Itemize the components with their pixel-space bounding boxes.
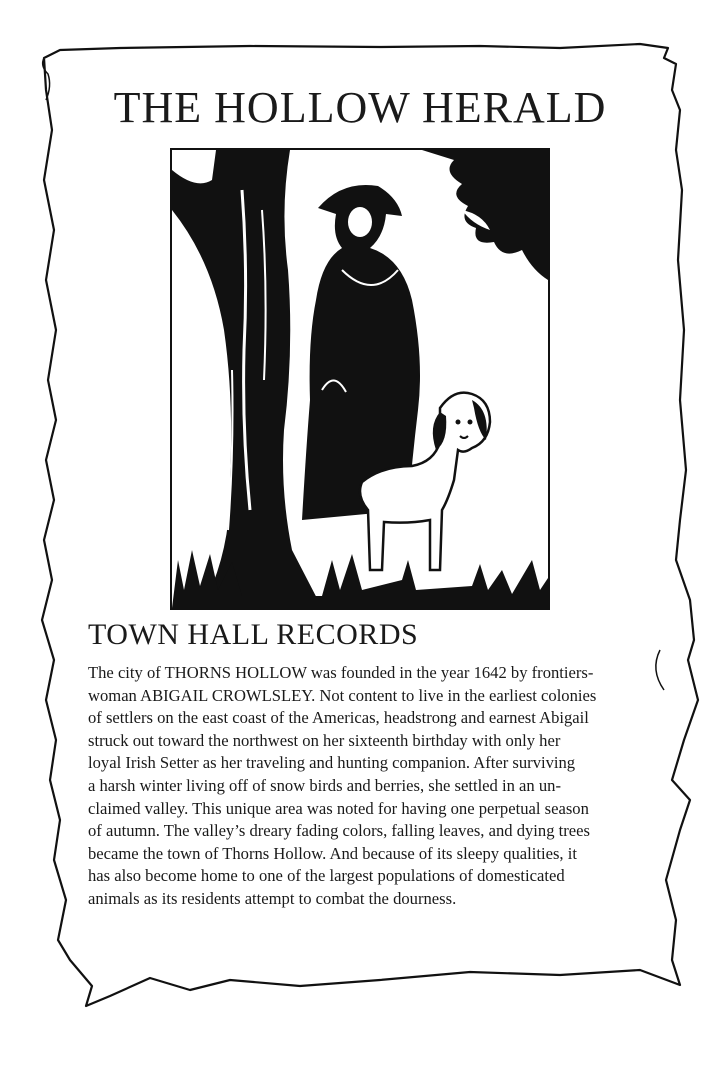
article-line: has also become home to one of the largest populations of domesticated [88, 866, 565, 886]
tree-trunk [172, 150, 322, 608]
article-body [88, 662, 636, 911]
foliage-shape [422, 150, 548, 280]
article-line: became the town of Thorns Hollow. And because of its sleepy qualities, it [88, 843, 577, 863]
article-line: of settlers on the east coast of the Americas, headstrong and earnest Abigail [88, 708, 589, 728]
article-line: a harsh winter living off of snow birds and berries, she settled in an un- [88, 775, 561, 795]
masthead-title: THE HOLLOW HERALD [113, 83, 607, 132]
article-line: struck out toward the northwest on her sixteenth birthday with only her [88, 730, 561, 750]
article-line: claimed valley. This unique area was noted for having one perpetual season [88, 798, 589, 818]
article-line: of autumn. The valley’s dreary fading colors, falling leaves, and dying trees [88, 821, 590, 841]
woman-face [348, 207, 372, 237]
illustration-woman-with-dog [170, 148, 550, 610]
article-line: animals as its residents attempt to combat the dourness. [88, 888, 457, 908]
article-line: loyal Irish Setter as her traveling and hunting companion. After surviving [88, 753, 576, 773]
section-heading: TOWN HALL RECORDS [88, 618, 419, 651]
article-line: The city of THORNS HOLLOW was founded in the year 1642 by frontiers- [88, 663, 594, 682]
article-line: woman ABIGAIL CROWLSLEY. Not content to live in the earliest colonies [88, 685, 597, 705]
